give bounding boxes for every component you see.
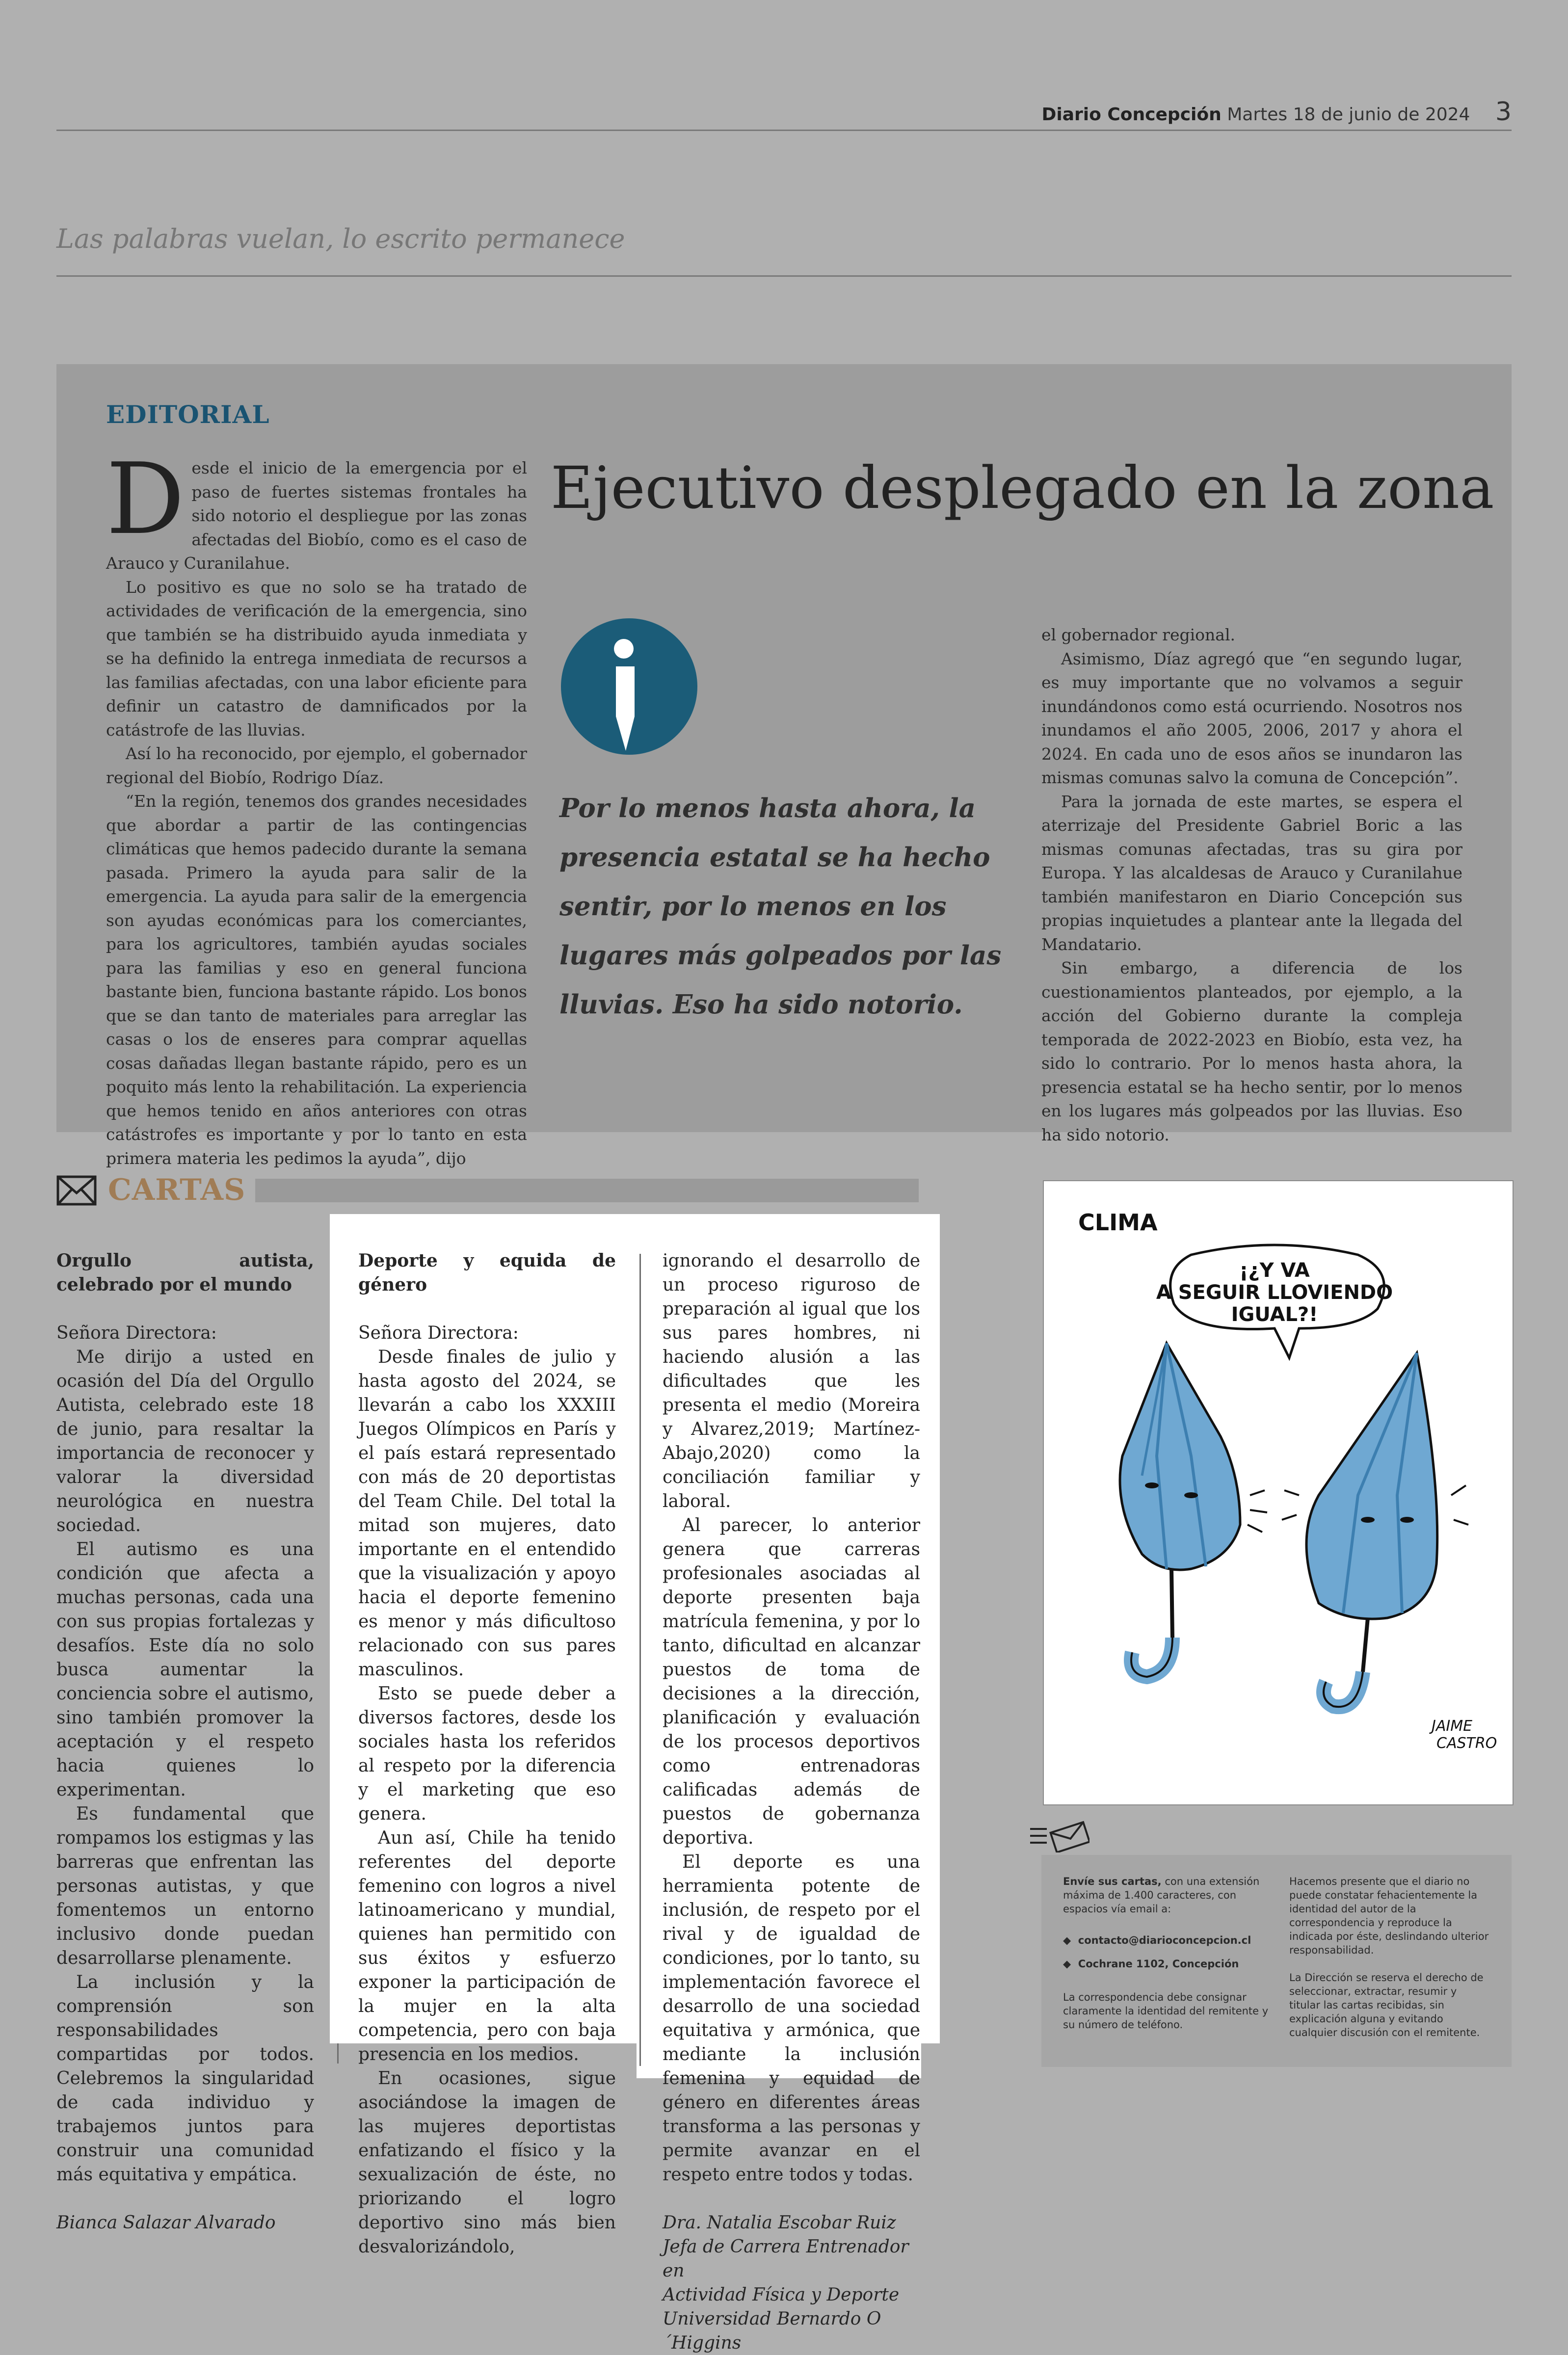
letter-paragraph: El autismo es una condición que afecta a muchas personas, cada una con sus propias fortalezas y desafíos. Este día no solo busca aumentar la conciencia sobre el autismo, sino también promover la aceptación y el respeto hacia quienes lo experimentan.	[56, 1539, 314, 1800]
letter-paragraph: Esto se puede deber a diversos factores, desde los sociales hasta los referidos al respeto por la diferencia y el marketing que eso genera.	[358, 1684, 616, 1824]
editorial-paragraph: Así lo ha reconocido, por ejemplo, el gobernador regional del Biobío, Rodrigo Díaz.	[106, 744, 527, 787]
letter-signature: Bianca Salazar Alvarado	[56, 2213, 276, 2233]
letter-title: Orgullo autista, celebrado por el mundo	[56, 1250, 314, 1295]
info-lead-bold: Envíe sus cartas,	[1063, 1876, 1162, 1887]
letter-paragraph: Aun así, Chile ha tenido referentes del deporte femenino con logros a nivel latinoamericano y mundial, quienes han permitido con sus éxitos y esfuerzo exponer la participación de la mujer en la alta competencia, pero con baja presencia en los medios.	[358, 1828, 616, 2064]
editorial-paragraph: Desde el inicio de la emergencia por el paso de fuertes sistemas frontales ha sido notorio el despliegue por las zonas afectadas del Biobío, como es el caso de Arauco y Curanilahue.	[106, 442, 527, 573]
info-email: contacto@diarioconcepcion.cl	[1078, 1934, 1251, 1946]
letters-info-box	[1041, 1855, 1512, 2067]
info-lead: con una extensión máxima de 1.400 caracteres, con espacios vía email a:	[1063, 1876, 1260, 1915]
artist-signature: JAIME	[1432, 1718, 1473, 1735]
editorial-paragraph: el gobernador regional.	[1041, 625, 1236, 644]
letter-title: Deporte y equida de género	[358, 1250, 616, 1295]
column-rule	[639, 1254, 641, 2066]
letter-deporte-col-b	[663, 1249, 920, 2355]
letter-paragraph: Es fundamental que rompamos los estigmas y las barreras que enfrentan las personas autistas, y que fomentemos un entorno inclusivo donde puedan desarrollarse plenamente.	[56, 1804, 314, 1968]
editorial-paragraph: Para la jornada de este martes, se espera el aterrizaje del Presidente Gabriel Boric a las mismas comunas afectadas, tras su gira por Europa. Y las alcaldesas de Arauco y Curanilahue también manifestaron en Diario Concepción sus propias inquietudes a plantear ante la llegada del Mandatario.	[1041, 792, 1462, 954]
letter-deporte-col-a	[358, 1249, 616, 2259]
editorial-paragraph: Sin embargo, a diferencia de los cuestionamientos planteados, por ejemplo, a la acción del Gobierno durante la compleja temporada de 2022-2023 en Biobío, esta vez, ha sido lo contrario. Por lo menos hasta ahora, la presencia estatal se ha hecho sentir, por lo menos en los lugares más golpeados por las lluvias. Eso ha sido notorio.	[1041, 958, 1462, 1144]
editorial-column-3	[1041, 623, 1462, 1147]
letter-salutation: Señora Directora:	[56, 1323, 217, 1343]
cartoon	[1043, 1180, 1514, 1805]
editorial-label: EDITORIAL	[106, 400, 270, 429]
letter-paragraph: El deporte es una herramienta potente de inclusión, de respeto por el rival y de igualdad de condiciones, por lo tanto, su implementación favorece el desarrollo de una sociedad equitativa y armónica, que mediante la inclusión femenina y equidad de género en diferentes áreas transforma a las personas y permite avanzar en el respeto entre todos y todas.	[663, 1852, 920, 2185]
info-icon	[561, 618, 697, 755]
letter-salutation: Señora Directora:	[358, 1323, 519, 1343]
editorial-paragraph: “En la región, tenemos dos grandes necesidades que abordar a partir de las contingencias climáticas que hemos padecido durante la semana pasada. Primero la ayuda para salir de la emergencia. La ayuda para salir de la emergencia son ayudas económicas para los comerciantes, para los agricultores, también ayudas sociales para las familias y eso en general funciona bastante bien, funciona bastante rápido. Los bonos que se dan tanto de materiales para arreglar las casas o los de enseres para comprar aquellas cosas dañadas llegan bastante rápido, pero es un poquito más lento la rehabilitación. La experiencia que hemos tenido en años anteriores con otras catástrofes es importante y por lo tanto en esta primera materia les pedimos la ayuda”, dijo	[106, 792, 527, 1168]
speech-line: A SEGUIR LLOVIENDO	[1156, 1281, 1393, 1304]
drop-cap: D	[106, 442, 185, 556]
envelope-icon	[56, 1175, 97, 1206]
info-address: Cochrane 1102, Concepción	[1078, 1958, 1239, 1970]
letter-paragraph: En ocasiones, sigue asociándose la imagen de las mujeres deportistas enfatizando el físico y la sexualización de éste, no priorizando el logro deportivo sino más bien desvalorizándolo,	[358, 2068, 616, 2257]
editorial-paragraph: Asimismo, Díaz agregó que “en segundo lugar, es muy importante que no volvamos a seguir inundándonos como está ocurriendo. Nosotros nos inundamos el año 2005, 2006, 2017 y ahora el 2024. En cada uno de esos años se inundaron las mismas comunas salvo la comuna de Concepción”.	[1041, 649, 1462, 787]
info-column-2	[1289, 1875, 1490, 2039]
header-rule	[56, 130, 1512, 131]
pull-quote: Por lo menos hasta ahora, la presencia estatal se ha hecho sentir, por lo menos en los lugares más golpeados por las lluvias. Eso ha sido notorio.	[559, 793, 1002, 1020]
artist-signature: CASTRO	[1436, 1735, 1497, 1752]
letter-paragraph: La inclusión y la comprensión son responsabilidades compartidas por todos. Celebremos la singularidad de cada individuo y trabajemos juntos para construir una comunidad más equitativa y empática.	[56, 1972, 314, 2185]
paper-name: Diario Concepción	[1041, 105, 1222, 125]
info-rights: La Dirección se reserva el derecho de seleccionar, extractar, resumir y titular las cartas recibidas, sin explicación alguna y evitando cualquier discusión con el remitente.	[1289, 1972, 1484, 2038]
umbrella-right-icon	[1282, 1353, 1468, 1707]
letter-signature: Dra. Natalia Escobar Ruiz Jefa de Carrera Entrenador en Actividad Física y Deporte Universidad Bernardo O´Higgins	[663, 2213, 909, 2353]
letter-paragraph: ignorando el desarrollo de un proceso riguroso de preparación al igual que los sus pares hombres, ni haciendo alusión a las dificultades que les presenta el medio (Moreira y Alvarez,2019; Martínez-Abajo,2020) como la conciliación familiar y laboral.	[663, 1251, 920, 1511]
editorial-paragraph: Lo positivo es que no solo se ha tratado de actividades de verificación de la emergencia, sino que también se ha distribuido ayuda inmediata y se ha definido la entrega inmediata de recursos a las familias afectadas, con una labor eficiente para definir un catastro de damnificados por la catástrofe de las lluvias.	[106, 577, 527, 740]
speech-line: IGUAL?!	[1231, 1303, 1318, 1326]
speech-line: ¡¿Y VA	[1239, 1259, 1310, 1282]
editorial-title: Ejecutivo desplegado en la zona	[551, 454, 1494, 522]
editorial-column-1	[106, 442, 527, 1170]
letter-paragraph: Al parecer, lo anterior genera que carreras profesionales asociadas al deporte presenten baja matrícula femenina, y por lo tanto, dificultad en alcanzar puestos de toma de decisiones a la dirección, planificación y evaluación de los procesos deportivos como entrenadoras calificadas además de puestos de gobernanza deportiva.	[663, 1515, 920, 1848]
cartas-label: CARTAS	[108, 1173, 246, 1207]
motto: Las palabras vuelan, lo escrito permanece	[56, 223, 625, 254]
info-column-1: Envíe sus cartas, con una extensión máxima de 1.400 caracteres, con espacios vía email a: ◆ contacto@diarioconcepcion.cl ◆ Cochrane 1102, Concepción La correspondencia debe consignar claramente la identidad del remitente y su número de teléfono.	[1063, 1875, 1274, 2032]
issue-date: Martes 18 de junio de 2024	[1227, 105, 1470, 125]
info-note: La correspondencia debe consignar claramente la identidad del remitente y su número de teléfono.	[1063, 1991, 1269, 2031]
letter-paragraph: Me dirijo a usted en ocasión del Día del Orgullo Autista, celebrado este 18 de junio, para resaltar la importancia de reconocer y valorar la diversidad neurológica en nuestra sociedad.	[56, 1347, 314, 1535]
motto-rule	[56, 275, 1512, 277]
letter-orgullo-autista	[56, 1249, 314, 2235]
info-disclaimer: Hacemos presente que el diario no puede constatar fehacientemente la identidad del autor de la correspondencia y reproduce la indicada por éste, deslindando ulterior responsabilidad.	[1289, 1876, 1489, 1956]
send-mail-icon	[1028, 1818, 1090, 1852]
cartas-header-bar	[255, 1179, 919, 1202]
page-header	[1042, 97, 1512, 127]
page-number: 3	[1495, 97, 1512, 127]
umbrella-left-icon	[1120, 1343, 1267, 1677]
letter-paragraph: Desde finales de julio y hasta agosto del 2024, se llevarán a cabo los XXXIII Juegos Olímpicos en París y el país estará representado con más de 20 deportistas del Team Chile. Del total la mitad son mujeres, dato importante en el entendido que la visualización y apoyo hacia el deporte femenino es menor y más dificultoso relacionado con sus pares masculinos.	[358, 1347, 616, 1680]
cartoon-title: CLIMA	[1078, 1209, 1158, 1236]
